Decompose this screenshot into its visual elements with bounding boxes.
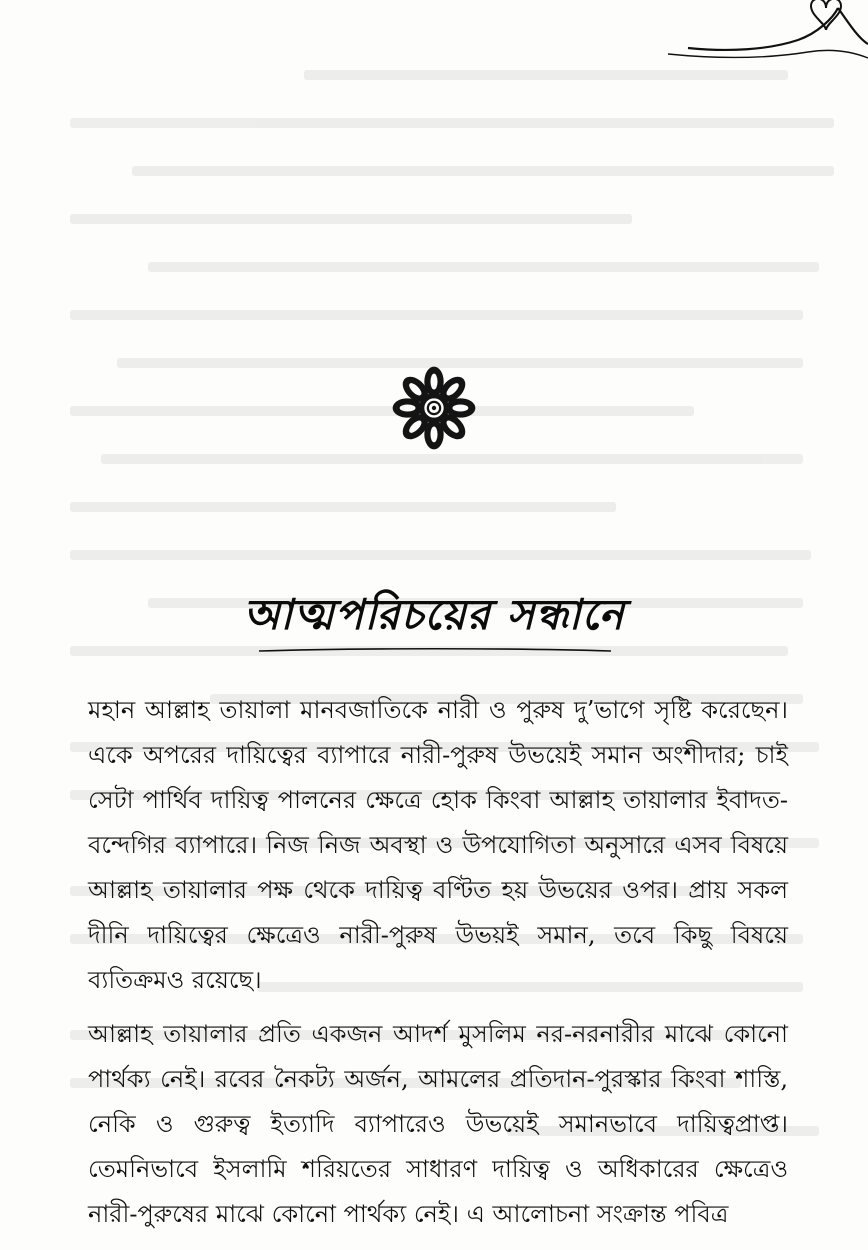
body-paragraph: আল্লাহ তায়ালার প্রতি একজন আদর্শ মুসলিম নর-নরনারীর মাঝে কোনো পার্থক্য নেই। রবের নৈকট্য অর্জন, আমলের প্রতিদান-পুরস্কার কিংবা শাস্তি, নেকি ও গুরুত্ব ইত্যাদি ব্যাপারেও উভয়েই সমানভাবে দায়িত্বপ্রাপ্ত। তেমনিভাবে ইসলামি শরিয়তের সাধারণ দায়িত্ব ও অধিকারের ক্ষেত্রেও নারী-পুরুষের মাঝে কোনো পার্থক্য নেই। এ আলোচনা সংক্রান্ত পবিত্র xyxy=(88,1020,788,1228)
title-underline xyxy=(255,646,615,654)
body-paragraph: মহান আল্লাহ তায়ালা মানবজাতিকে নারী ও পুরুষ দু’ভাগে সৃষ্টি করেছেন। একে অপরের দায়িত্বের ব্যাপারে নারী-পুরুষ উভয়েই সমান অংশীদার; চাই সেটা পার্থিব দায়িত্ব পালনের ক্ষেত্রে হোক কিংবা আল্লাহ তায়ালার ইবাদত-বন্দেগির ব্যাপারে। নিজ নিজ অবস্থা ও উপযোগিতা অনুসারে এসব বিষয়ে আল্লাহ তায়ালার পক্ষ থেকে দায়িত্ব বণ্টিত হয় উভয়ের ওপর। প্রায় সকল দীনি দায়িত্বের ক্ষেত্রেও নারী-পুরুষ উভয়ই সমান, তবে কিছু বিষয়ে ব্যতিক্রমও রয়েছে। xyxy=(88,696,788,994)
heart-swirl-icon xyxy=(668,0,868,70)
chapter-title: আত্মপরিচয়ের সন্ধানে xyxy=(243,590,625,639)
lotus-flower-icon xyxy=(390,364,478,452)
